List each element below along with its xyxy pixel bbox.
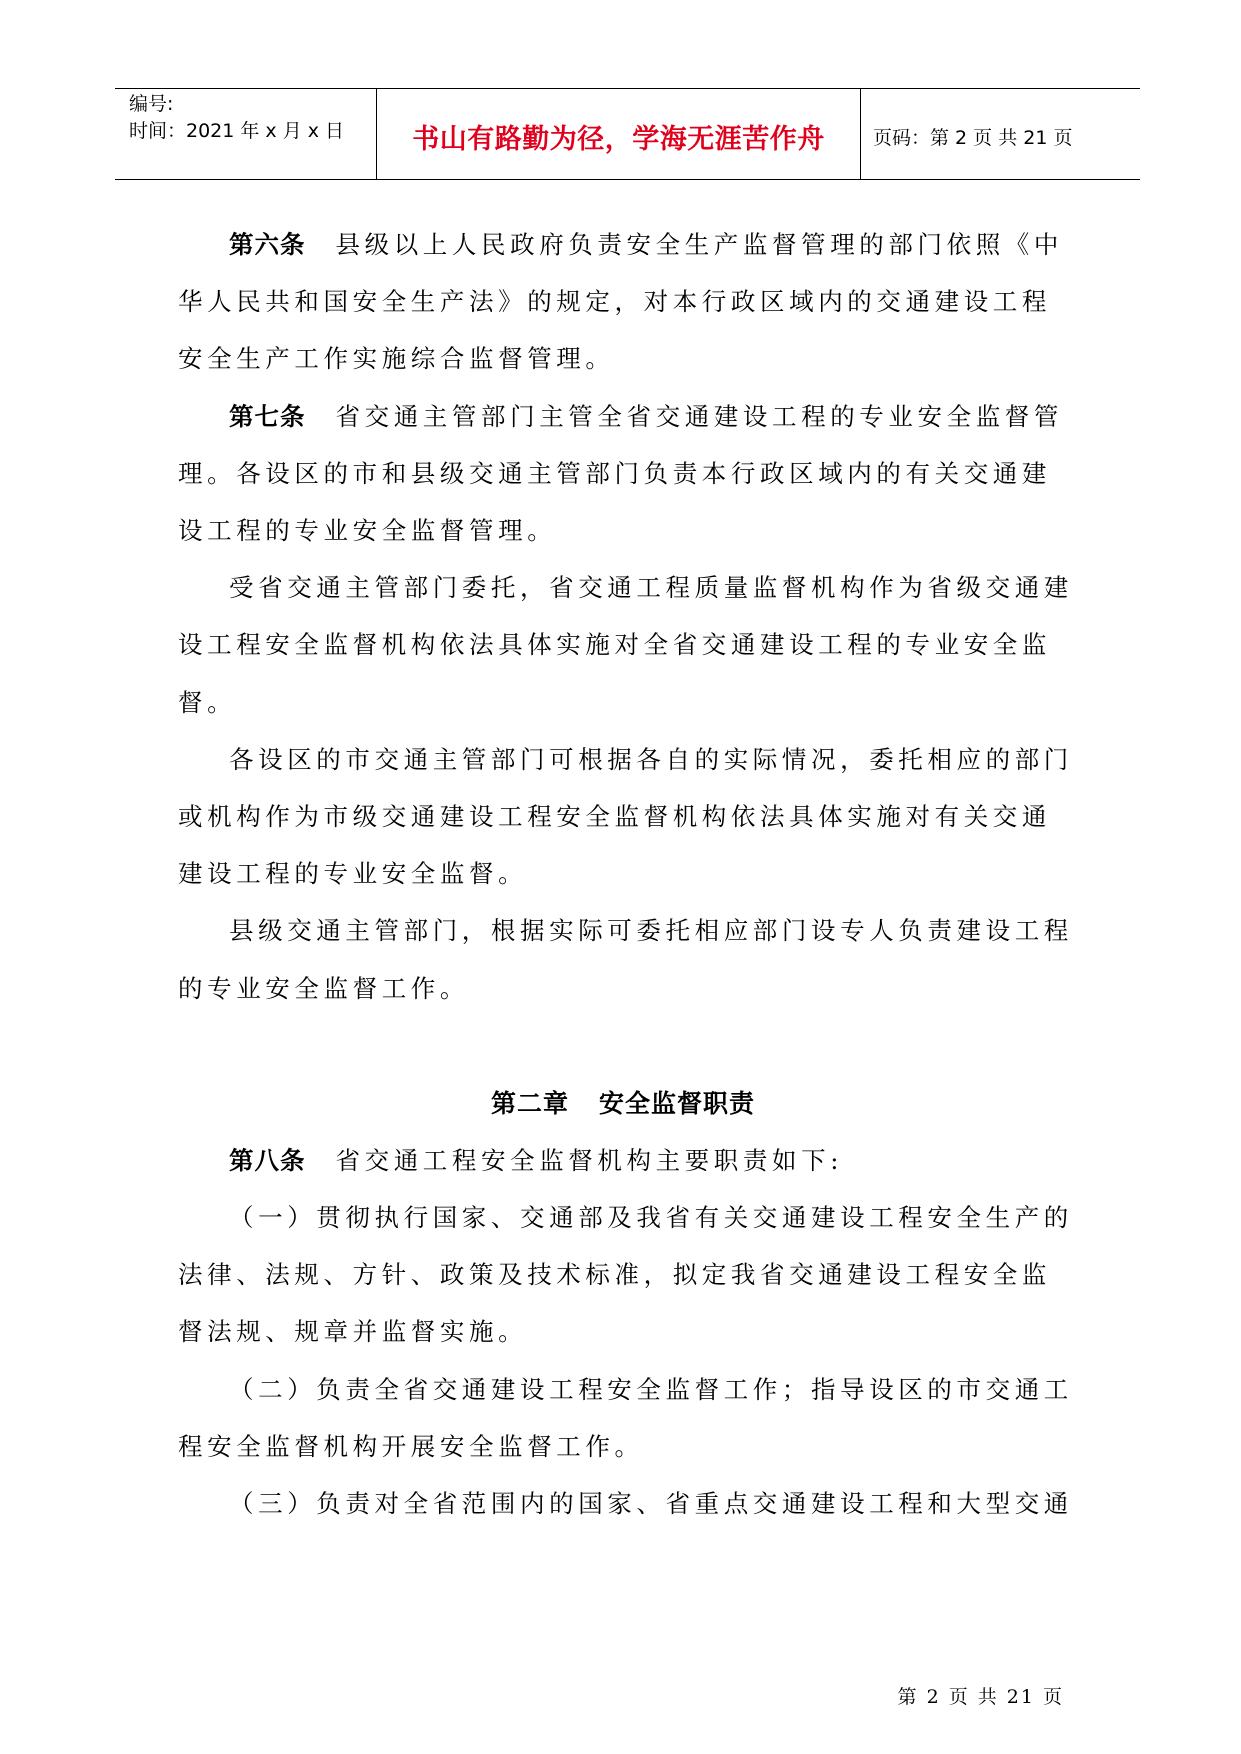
chapter-number: 第二章: [490, 1088, 569, 1118]
article-8-text: 省交通工程安全监督机构主要职责如下:: [335, 1145, 844, 1175]
article-7-text: 省交通主管部门主管全省交通建设工程的专业安全监督管理。各设区的市和县级交通主管部门负责本行政区域内的有关交通建设工程的专业安全监督管理。: [178, 401, 1063, 546]
chapter-heading: [178, 1075, 1078, 1132]
header-motto-cell: [377, 89, 861, 179]
paragraph-city: 各设区的市交通主管部门可根据各自的实际情况，委托相应的部门或机构作为市级交通建设工程安全监督机构依法具体实施对有关交通建设工程的专业安全监督。: [178, 744, 1073, 889]
article-6-text: 县级以上人民政府负责安全生产监督管理的部门依照《中华人民共和国安全生产法》的规定，对本行政区域内的交通建设工程安全生产工作实施综合监督管理。: [178, 230, 1063, 374]
chapter-title: 安全监督职责: [599, 1088, 756, 1118]
article-8: [178, 1132, 1078, 1189]
article-6-title: 第六条: [229, 230, 306, 259]
document-time-label: 时间：2021 年 x 月 x 日: [129, 120, 345, 142]
header-motto: 书山有路勤为径，学海无涯苦作舟: [412, 123, 825, 155]
header-page-info: 页码：第 2 页 共 21 页: [873, 126, 1073, 149]
paragraph-county: 县级交通主管部门，根据实际可委托相应部门设专人负责建设工程的专业安全监督工作。: [178, 916, 1073, 1003]
document-body: [178, 216, 1078, 1532]
header-page-cell: [861, 89, 1140, 179]
article-7-title: 第七条: [229, 401, 306, 431]
list-item-2: （二）负责全省交通建设工程安全监督工作；指导设区的市交通工程安全监督机构开展安全监督工作。: [178, 1374, 1073, 1461]
list-item-1: （一）贯彻执行国家、交通部及我省有关交通建设工程安全生产的法律、法规、方针、政策及技术标准，拟定我省交通建设工程安全监督法规、规章并监督实施。: [178, 1203, 1073, 1347]
document-number-label: 编号:: [129, 93, 174, 115]
article-7: [178, 388, 1078, 560]
list-item-3: （三）负责对全省范围内的国家、省重点交通建设工程和大型交通: [229, 1489, 1073, 1519]
page-footer: 第 2 页 共 21 页: [897, 1686, 1064, 1708]
header-meta-cell: [115, 89, 377, 179]
document-header: [115, 88, 1140, 180]
paragraph-entrust: 受省交通主管部门委托，省交通工程质量监督机构作为省级交通建设工程安全监督机构依法具体实施对全省交通建设工程的专业安全监督。: [178, 573, 1073, 717]
article-8-title: 第八条: [229, 1145, 306, 1175]
article-6: [178, 216, 1078, 388]
